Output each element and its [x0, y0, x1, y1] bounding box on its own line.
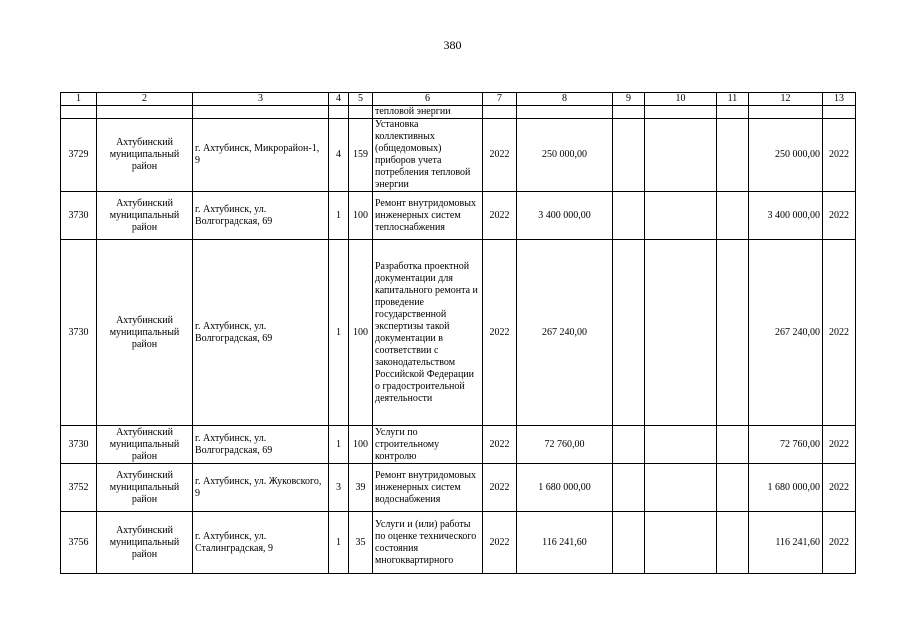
- header-cell: 3: [193, 93, 329, 106]
- header-cell: 13: [823, 93, 856, 106]
- table-cell-id: 3756: [61, 512, 97, 574]
- table-cell-work: Ремонт внутридомовых инженерных систем водоснабжения: [373, 464, 483, 512]
- table-cell-col4: 1: [329, 192, 349, 240]
- header-cell: 8: [517, 93, 613, 106]
- table-cell-address: г. Ахтубинск, Микрорайон-1, 9: [193, 119, 329, 192]
- header-cell: 6: [373, 93, 483, 106]
- table-cell-year: 2022: [483, 192, 517, 240]
- table-cell-municipality: Ахтубинский муниципальный район: [97, 240, 193, 426]
- table-cell-amount: 72 760,00: [517, 426, 613, 464]
- header-cell: 10: [645, 93, 717, 106]
- table-cell-amount: 1 680 000,00: [517, 464, 613, 512]
- table-cell-amount: 3 400 000,00: [517, 192, 613, 240]
- table-cell-municipality: Ахтубинский муниципальный район: [97, 512, 193, 574]
- table-cell-col4: 4: [329, 119, 349, 192]
- table-cell-municipality: Ахтубинский муниципальный район: [97, 192, 193, 240]
- table-cell-col10: [645, 464, 717, 512]
- table-cell-col5: 100: [349, 426, 373, 464]
- table-cell-work: Услуги по строительному контролю: [373, 426, 483, 464]
- table-cell-col10: [645, 192, 717, 240]
- table-cell-col12: 267 240,00: [749, 240, 823, 426]
- table-cell-amount: 116 241,60: [517, 512, 613, 574]
- header-row: [61, 93, 856, 106]
- table-cell-col4: 1: [329, 240, 349, 426]
- table-cell-col9: [613, 426, 645, 464]
- table-cell-col10: [645, 119, 717, 192]
- table-cell-address: г. Ахтубинск, ул. Волгоградская, 69: [193, 426, 329, 464]
- table-cell-col9: [613, 192, 645, 240]
- table-cell-col13: 2022: [823, 464, 856, 512]
- table-cell-year: 2022: [483, 464, 517, 512]
- table-cell-municipality: Ахтубинский муниципальный район: [97, 426, 193, 464]
- table-cell-work: Разработка проектной документации для капитального ремонта и проведение государственной экспертизы такой документации в соответствии с законодательством Российской Федерации о градостроительной деятельности: [373, 240, 483, 426]
- table-cell-col5: 100: [349, 192, 373, 240]
- header-cell: 5: [349, 93, 373, 106]
- table-cell-col11: [717, 464, 749, 512]
- table-row: [61, 512, 856, 574]
- header-cell: 7: [483, 93, 517, 106]
- table-row: [61, 426, 856, 464]
- table-cell-address: г. Ахтубинск, ул. Сталинградская, 9: [193, 512, 329, 574]
- header-cell: 1: [61, 93, 97, 106]
- table-cell-year: 2022: [483, 119, 517, 192]
- table-cell-col9: [613, 240, 645, 426]
- table-cell-address: г. Ахтубинск, ул. Волгоградская, 69: [193, 192, 329, 240]
- table-cell-col9: [613, 512, 645, 574]
- table-cell-col13: 2022: [823, 426, 856, 464]
- table-cell-work: Услуги и (или) работы по оценке технического состояния многоквартирного: [373, 512, 483, 574]
- table-cell-col10: [645, 512, 717, 574]
- table-cell-col4: 3: [329, 464, 349, 512]
- continuation-row: [61, 106, 856, 119]
- table-cell-year: 2022: [483, 426, 517, 464]
- table-cell-col12: 72 760,00: [749, 426, 823, 464]
- table-cell-col12: 3 400 000,00: [749, 192, 823, 240]
- table-row: [61, 192, 856, 240]
- header-cell: 4: [329, 93, 349, 106]
- table-cell-col11: [717, 240, 749, 426]
- table-row: [61, 240, 856, 426]
- table-cell-col11: [717, 512, 749, 574]
- table-cell-col11: [717, 426, 749, 464]
- table-cell-col11: [717, 192, 749, 240]
- table-cell-col9: [613, 119, 645, 192]
- table-cell-amount: 250 000,00: [517, 119, 613, 192]
- table-cell-address: г. Ахтубинск, ул. Жуковского, 9: [193, 464, 329, 512]
- table-cell-col5: 39: [349, 464, 373, 512]
- table-cell-col5: 35: [349, 512, 373, 574]
- table-cell-col5: 100: [349, 240, 373, 426]
- table-cell-col12: 1 680 000,00: [749, 464, 823, 512]
- table-cell-col11: [717, 119, 749, 192]
- continuation-text: тепловой энергии: [373, 106, 483, 119]
- header-cell: 12: [749, 93, 823, 106]
- table-row: [61, 119, 856, 192]
- data-table: [60, 92, 856, 574]
- table-cell-col5: 159: [349, 119, 373, 192]
- table-cell-id: 3730: [61, 240, 97, 426]
- table-cell-col12: 250 000,00: [749, 119, 823, 192]
- table-cell-col10: [645, 426, 717, 464]
- page-number: 380: [443, 38, 462, 52]
- table-cell-municipality: Ахтубинский муниципальный район: [97, 464, 193, 512]
- table-cell-year: 2022: [483, 512, 517, 574]
- table-cell-work: Установка коллективных (общедомовых) приборов учета потребления тепловой энергии: [373, 119, 483, 192]
- table-cell-col13: 2022: [823, 192, 856, 240]
- table-cell-col13: 2022: [823, 240, 856, 426]
- table-cell-col4: 1: [329, 512, 349, 574]
- table-cell-id: 3730: [61, 426, 97, 464]
- table-cell-year: 2022: [483, 240, 517, 426]
- table-cell-id: 3752: [61, 464, 97, 512]
- header-cell: 2: [97, 93, 193, 106]
- table-cell-work: Ремонт внутридомовых инженерных систем теплоснабжения: [373, 192, 483, 240]
- table-cell-col12: 116 241,60: [749, 512, 823, 574]
- table-cell-col4: 1: [329, 426, 349, 464]
- table-row: [61, 464, 856, 512]
- table-cell-col13: 2022: [823, 119, 856, 192]
- table-cell-col10: [645, 240, 717, 426]
- table-cell-id: 3729: [61, 119, 97, 192]
- table-cell-amount: 267 240,00: [517, 240, 613, 426]
- header-cell: 11: [717, 93, 749, 106]
- table-cell-address: г. Ахтубинск, ул. Волгоградская, 69: [193, 240, 329, 426]
- table-cell-col9: [613, 464, 645, 512]
- table-cell-col13: 2022: [823, 512, 856, 574]
- table-cell-id: 3730: [61, 192, 97, 240]
- header-cell: 9: [613, 93, 645, 106]
- table-cell-municipality: Ахтубинский муниципальный район: [97, 119, 193, 192]
